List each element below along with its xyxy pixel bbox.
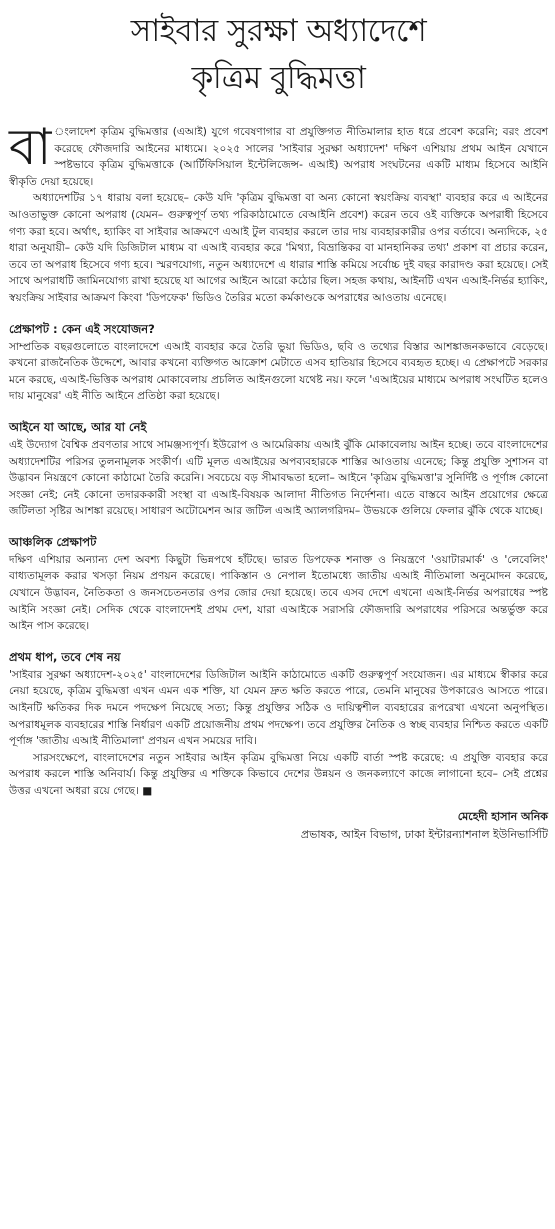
author-designation: প্রভাষক, আইন বিভাগ, ঢাকা ইন্টারন্যাশনাল ইউনিভার্সিটি — [300, 827, 548, 841]
title-spacer — [9, 102, 548, 124]
section-paragraph-conclusion: সারসংক্ষেপে, বাংলাদেশের নতুন সাইবার আইন কৃত্রিম বুদ্ধিমত্তা নিয়ে একটি বার্তা স্পষ্ট করেছে: এ প্রযুক্তি ব্যবহার করে অপরাধ করলে শাস্তি অনিবার্য। কিন্তু প্রযুক্তির এ শক্তিকে কিভাবে দেশের উন্নয়ন ও জনকল্যাণে কাজে লাগানো হবে– সেই প্রশ্নের উত্তর এখনো অধরা রয়ে গেছে। ■ — [9, 751, 548, 797]
drop-cap: বা — [9, 118, 52, 176]
section-heading: আইনে যা আছে, আর যা নেই — [9, 419, 147, 434]
section-paragraph: এই উদ্যোগ বৈশ্বিক প্রবণতার সাথে সামঞ্জস্যপূর্ণ। ইউরোপ ও আমেরিকায় এআই ঝুঁকি মোকাবেলায় আইন হচ্ছে। তবে বাংলাদেশের অধ্যাদেশটির পরিসর তুলনামূলক সংকীর্ণ। এটি মূলত এআইয়ের অপব্যবহারকে শাস্তির আওতায় এনেছে; কিন্তু প্রযুক্তি সুশাসন বা উদ্ভাবন নিয়ন্ত্রণে কোনো কাঠামো তৈরি করেনি। সবচেয়ে বড় সীমাবদ্ধতা হলো– আইনে 'কৃত্রিম বুদ্ধিমত্তা'র সুনির্দিষ্ট ও পূর্ণাঙ্গ কোনো সংজ্ঞা নেই; নেই কোনো তদারককারী সংস্থা বা এআই-বিষয়ক আলাদা নীতিগত নির্দেশনা। এতে বাস্তবে আইন প্রয়োগের ক্ষেত্রে জটিলতা সৃষ্টির আশঙ্কা রয়েছে। সাধারণ অটোমেশন আর জটিল এআই অ্যালগরিদম– উভয়কে গুলিয়ে ফেলার ঝুঁকি থেকে যাচ্ছে। — [9, 438, 548, 518]
section-heading: প্রথম ধাপ, তবে শেষ নয় — [9, 649, 121, 664]
article-title — [9, 0, 548, 102]
section-heading: আঞ্চলিক প্রেক্ষাপট — [9, 534, 97, 549]
title-line-2: কৃত্রিম বুদ্ধিমত্তা — [191, 60, 366, 96]
section-paragraph: দক্ষিণ এশিয়ার অন্যান্য দেশ অবশ্য কিছুটা ভিন্নপথে হাঁটছে। ভারত ডিপফেক শনাক্ত ও নিয়ন্ত্রণে 'ওয়াটারমার্ক' ও 'লেবেলিং' বাধ্যতামূলক করার খসড়া নিয়ম প্রণয়ন করেছে। পাকিস্তান ও নেপাল ইতোমধ্যে জাতীয় এআই নীতিমালা অনুমোদন করেছে, যেখানে উদ্ভাবন, নৈতিকতা ও জনসচেতনতার ওপর জোর দেয়া হয়েছে। তবে এসব দেশে এখনো এআই-নির্ভর অপরাধের স্পষ্ট আইনি সংজ্ঞা নেই। সেদিক থেকে বাংলাদেশই প্রথম দেশ, যারা এআইকে সরাসরি ফৌজদারি অপরাধের পরিসরে অন্তর্ভুক্ত করে আইন পাস করেছে। — [9, 553, 548, 633]
section-heading: প্রেক্ষাপট : কেন এই সংযোজন? — [9, 321, 155, 336]
section-paragraph: সাম্প্রতিক বছরগুলোতে বাংলাদেশে এআই ব্যবহার করে তৈরি ভুয়া ভিডিও, ছবি ও তথ্যের বিস্তার আশঙ্কাজনকভাবে বেড়েছে। কখনো রাজনৈতিক উদ্দেশে, আবার কখনো ব্যক্তিগত আক্রোশ মেটাতে এসব হাতিয়ার হিসেবে ব্যবহৃত হচ্ছে। এ প্রেক্ষাপটে সরকার মনে করছে, এআই-ভিত্তিক অপরাধ মোকাবেলায় প্রচলিত আইনগুলো যথেষ্ট নয়। ফলে 'এআইয়ের মাধ্যমে অপরাধ সংঘটিত হলেও দায় মানুষের' এই নীতি আইনে প্রতিষ্ঠা করা হয়েছে। — [9, 340, 548, 403]
author-name: মেহেদী হাসান অনিক — [457, 809, 548, 823]
title-line-1: সাইবার সুরক্ষা অধ্যাদেশে — [130, 13, 427, 49]
intro-block — [9, 118, 548, 307]
section-regional — [9, 534, 548, 635]
intro-paragraph — [9, 118, 548, 190]
intro-text: ংলাদেশ কৃত্রিম বুদ্ধিমত্তার (এআই) যুগে গবেষণাগার বা প্রযুক্তিগত নীতিমালার হাত ধরে প্রবেশ করেনি; বরং প্রবেশ করেছে ফৌজদারি আইনের মাধ্যমে। ২০২৫ সালের 'সাইবার সুরক্ষা অধ্যাদেশ' দক্ষিণ এশিয়ায় প্রথম আইন যেখানে স্পষ্টভাবে কৃত্রিম বুদ্ধিমত্তাকে (আর্টিফিসিয়াল ইন্টেলিজেন্স- এআই) অপরাধ সংঘটনের একটি মাধ্যম হিসেবে আইনি স্বীকৃতি দেয়া হয়েছে। — [9, 126, 548, 188]
section-first-step — [9, 649, 548, 800]
intro-paragraph-2: অধ্যাদেশটির ১৭ ধারায় বলা হয়েছে– কেউ যদি 'কৃত্রিম বুদ্ধিমত্তা বা অন্য কোনো স্বয়ংক্রিয় ব্যবস্থা' ব্যবহার করে এ আইনের আওতাভুক্ত কোনো অপরাধ (যেমন– গুরুত্বপূর্ণ তথ্য পরিকাঠামোতে বেআইনি প্রবেশ) করেন তবে ওই ব্যক্তিকে অপরাধী হিসেবে গণ্য করা হবে। অর্থাৎ, হ্যাকিং বা সাইবার আক্রমণে এআই টুল ব্যবহার করলে তার দায় ব্যবহারকারীর ওপর বর্তাবে। অন্যদিকে, ২৫ ধারা অনুযায়ী– কেউ যদি ডিজিটাল মাধ্যম বা এআই ব্যবহার করে 'মিথ্যা, বিভ্রান্তিকর বা মানহানিকর তথ্য' প্রকাশ বা প্রচার করেন, তবে তা অপরাধ হিসেবে গণ্য হবে। স্মরণযোগ্য, নতুন অধ্যাদেশে এ ধারার শাস্তি কমিয়ে সর্বোচ্চ দুই বছর কারাদণ্ড করা হয়েছে। সেই সাথে অপরাধটি জামিনযোগ্য রাখা হয়েছে যা আগের আইনে আরো কঠোর ছিল। সহজ কথায়, আইনটি এখন এআই-নির্ভর হ্যাকিং, স্বয়ংক্রিয় সাইবার আক্রমণ কিংবা 'ডিপফেক' ভিডিও তৈরির মতো কর্মকাণ্ডকে অপরাধের আওতায় এনেছে। — [9, 192, 548, 304]
author-signature — [9, 808, 548, 844]
section-background — [9, 321, 548, 405]
section-paragraph: 'সাইবার সুরক্ষা অধ্যাদেশ-২০২৫' বাংলাদেশের ডিজিটাল আইনি কাঠামোতে একটি গুরুত্বপূর্ণ সংযোজন। এর মাধ্যমে স্বীকার করে নেয়া হয়েছে, কৃত্রিম বুদ্ধিমত্তা এখন এমন এক শক্তি, যা যেমন দ্রুত ক্ষতি করতে পারে, তেমনি মানুষের উপকারেও আসতে পারে। আইনটি ক্ষতিকর দিক দমনে পদক্ষেপ নিয়েছে সত্য; কিন্তু প্রযুক্তির সঠিক ও দায়িত্বশীল ব্যবহারের রূপরেখা এখনো অনুপস্থিত। অপরাধমূলক ব্যবহারের শাস্তি নির্ধারণ একটি প্রয়োজনীয় প্রথম পদক্ষেপ। তবে প্রযুক্তির নৈতিক ও স্বচ্ছ ব্যবহার নিশ্চিত করতে একটি পূর্ণাঙ্গ 'জাতীয় এআই নীতিমালা' প্রণয়ন এখন সময়ের দাবি। — [9, 668, 548, 748]
section-law-scope — [9, 419, 548, 520]
